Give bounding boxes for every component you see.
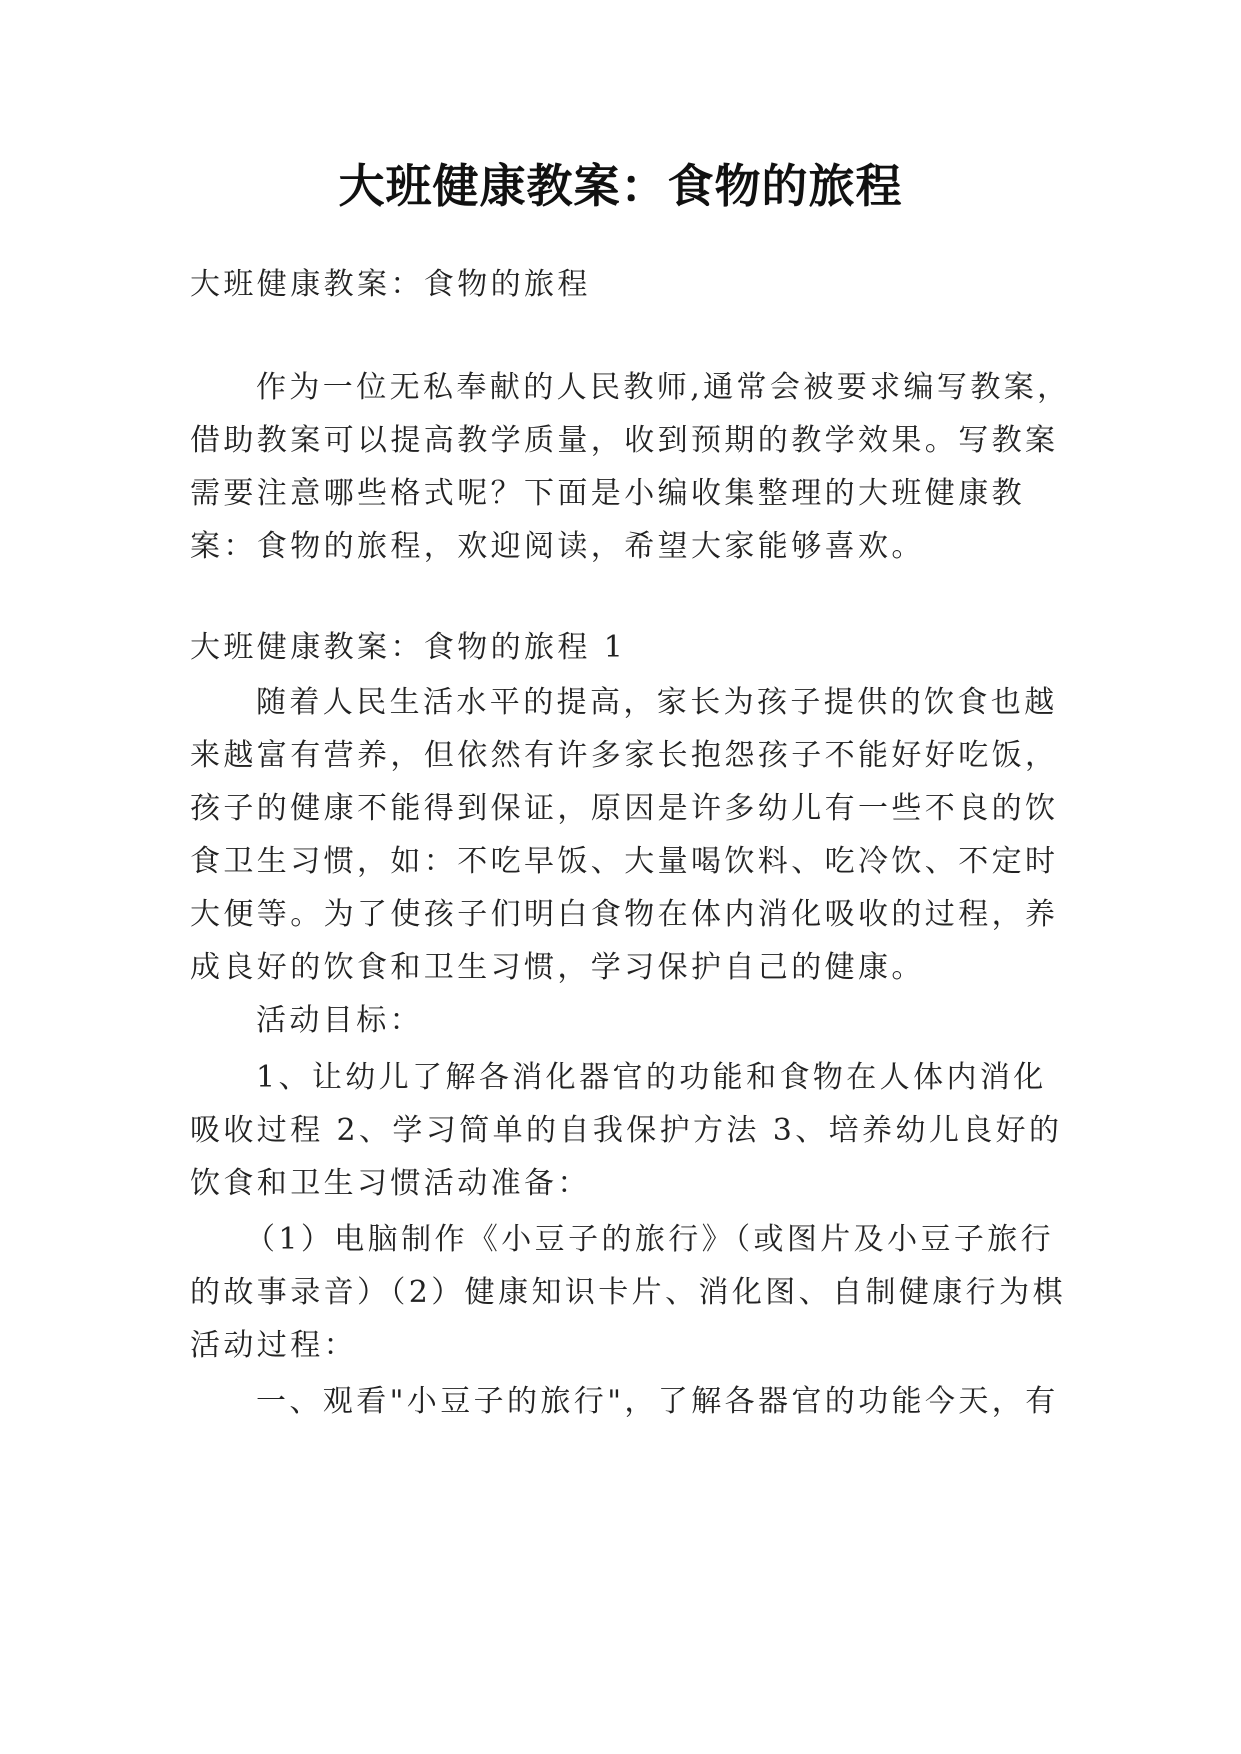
section-heading: 大班健康教案：食物的旅程 1 <box>190 630 627 665</box>
body-line: 的故事录音）（2）健康知识卡片、消化图、自制健康行为棋 <box>190 1275 1066 1310</box>
body-line: 食卫生习惯，如：不吃早饭、大量喝饮料、吃冷饮、不定时 <box>190 844 1059 879</box>
body-line: 活动目标： <box>256 1003 423 1038</box>
intro-line: 借助教案可以提高教学质量，收到预期的教学效果。写教案 <box>190 423 1059 458</box>
body-line: （1）电脑制作《小豆子的旅行》（或图片及小豆子旅行 <box>245 1222 1055 1257</box>
page-title: 大班健康教案：食物的旅程 <box>338 159 903 213</box>
body-line: 来越富有营养，但依然有许多家长抱怨孩子不能好好吃饭， <box>190 738 1059 773</box>
body-line: 大便等。为了使孩子们明白食物在体内消化吸收的过程，养 <box>190 897 1059 932</box>
doc-subtitle: 大班健康教案：食物的旅程 <box>190 267 591 302</box>
intro-line: 作为一位无私奉献的人民教师,通常会被要求编写教案， <box>256 370 1071 405</box>
intro-line: 需要注意哪些格式呢？下面是小编收集整理的大班健康教 <box>190 476 1025 511</box>
body-line: 孩子的健康不能得到保证，原因是许多幼儿有一些不良的饮 <box>190 791 1059 826</box>
body-line: 活动过程： <box>190 1328 357 1363</box>
body-line: 随着人民生活水平的提高，家长为孩子提供的饮食也越 <box>256 685 1058 720</box>
body-line: 吸收过程 2、学习简单的自我保护方法 3、培养幼儿良好的 <box>190 1113 1063 1148</box>
body-line: 成良好的饮食和卫生习惯，学习保护自己的健康。 <box>190 950 925 985</box>
body-line: 1、让幼儿了解各消化器官的功能和食物在人体内消化 <box>256 1060 1047 1095</box>
body-line: 饮食和卫生习惯活动准备： <box>190 1166 591 1201</box>
intro-line: 案：食物的旅程，欢迎阅读，希望大家能够喜欢。 <box>190 529 925 564</box>
body-line: 一、观看"小豆子的旅行"，了解各器官的功能今天，有 <box>256 1384 1059 1419</box>
